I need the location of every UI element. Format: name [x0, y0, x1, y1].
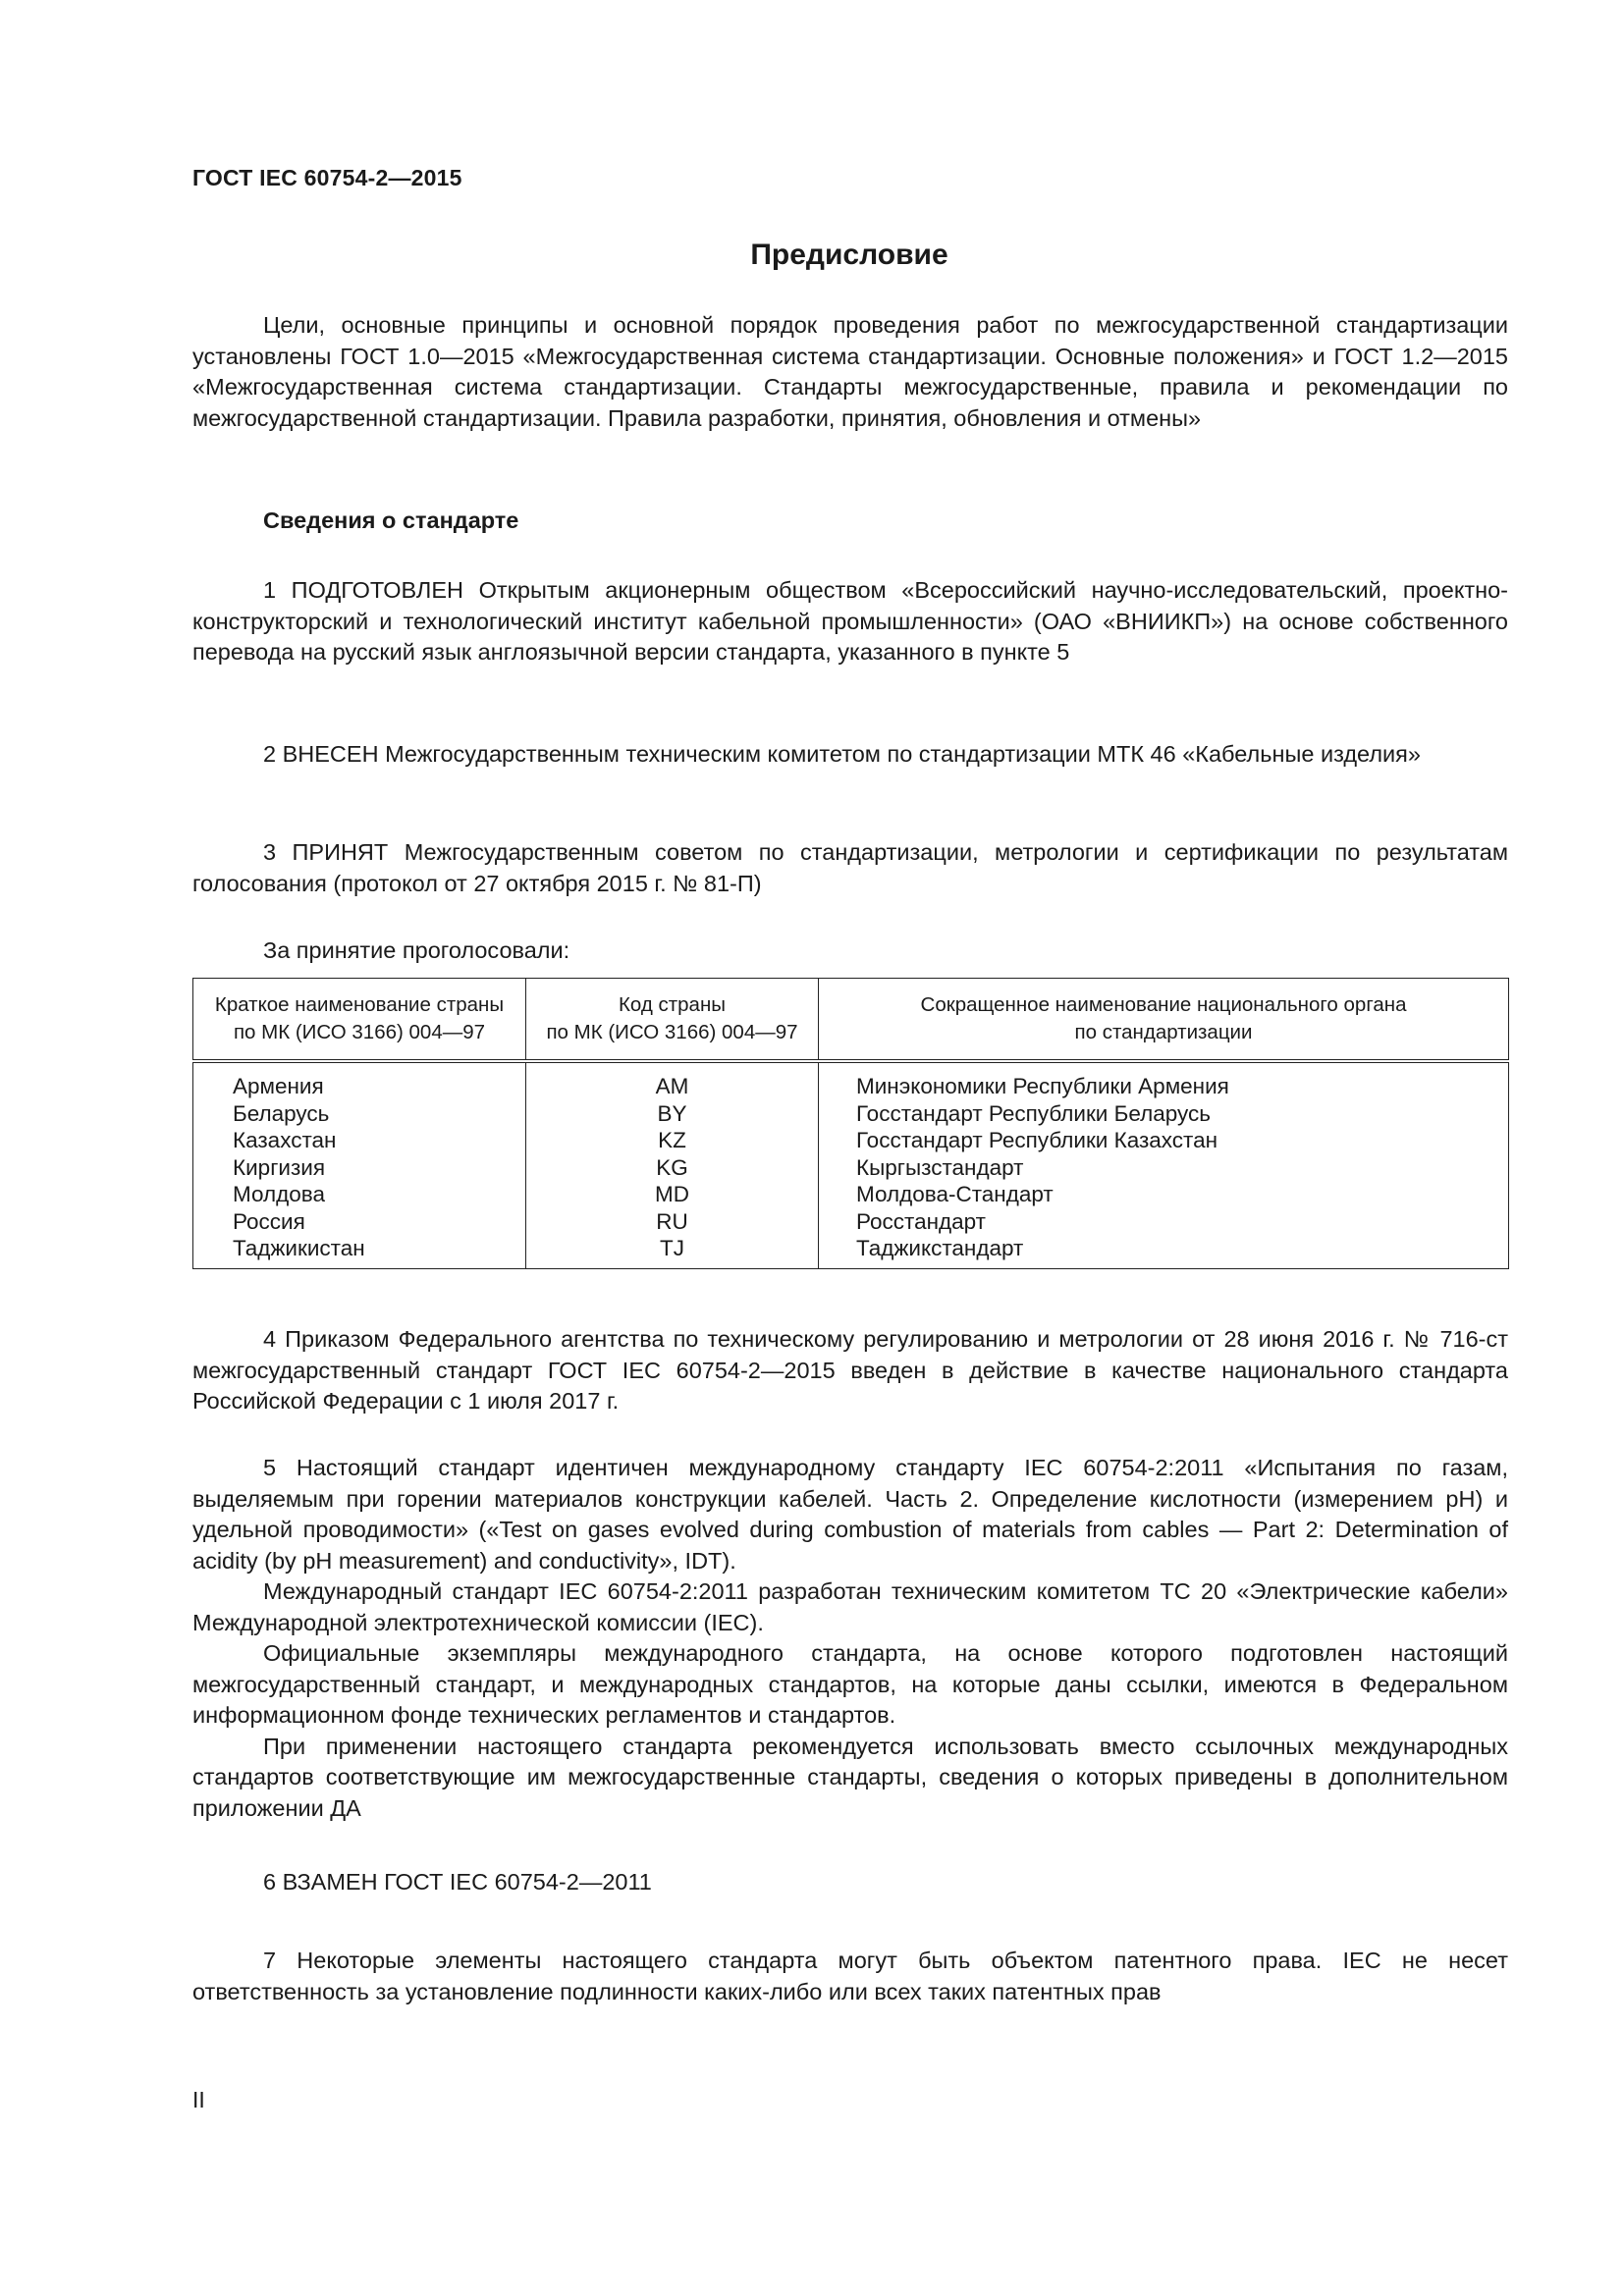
- country-code: BY: [526, 1100, 819, 1128]
- item-2-text: 2 ВНЕСЕН Межгосударственным техническим комитетом по стандартизации МТК 46 «Кабельные изделия»: [263, 741, 1421, 767]
- national-body: Госстандарт Республики Беларусь: [819, 1100, 1509, 1128]
- voting-countries-table: [192, 978, 1509, 1269]
- header-country-name: Краткое наименование страны по МК (ИСО 3166) 004—97: [193, 979, 526, 1062]
- table-row: [193, 1235, 1509, 1268]
- table-row: [193, 1061, 1509, 1100]
- table-header-row: [193, 979, 1509, 1062]
- country-code: TJ: [526, 1235, 819, 1268]
- table-row: [193, 1100, 1509, 1128]
- intro-text: Цели, основные принципы и основной порядок проведения работ по межгосударственной стандартизации установлены ГОСТ 1.0—2015 «Межгосударственная система стандартизации. Основные положения» и ГОСТ 1.2—2015 «Межгосударственная система стандартизации. Стандарты межгосударственные, правила и рекомендации по межгосударственной стандартизации. Правила разработки, принятия, обновления и отмены»: [192, 312, 1508, 431]
- table-row: [193, 1154, 1509, 1182]
- country-code: AM: [526, 1061, 819, 1100]
- item-1: [192, 575, 1508, 668]
- country-name: Беларусь: [193, 1100, 526, 1128]
- item-5-paragraph-4: При применении настоящего стандарта рекомендуется использовать вместо ссылочных международных стандартов соответствующие им межгосударственные стандарты, сведения о которых приведены в дополнительном приложении ДА: [192, 1733, 1508, 1821]
- country-code: MD: [526, 1181, 819, 1208]
- national-body: Госстандарт Республики Казахстан: [819, 1127, 1509, 1154]
- country-name: Молдова: [193, 1181, 526, 1208]
- national-body: Росстандарт: [819, 1208, 1509, 1236]
- page-number: II: [192, 2087, 205, 2112]
- table-row: [193, 1181, 1509, 1208]
- country-code: RU: [526, 1208, 819, 1236]
- country-name: Киргизия: [193, 1154, 526, 1182]
- page-title: Предисловие: [750, 239, 948, 271]
- item-4-text: 4 Приказом Федерального агентства по техническому регулированию и метрологии от 28 июня 2016 г. № 716-ст межгосударственный стандарт ГОСТ IEC 60754-2—2015 введен в действие в качестве национального стандарта Российской Федерации с 1 июля 2017 г.: [192, 1326, 1508, 1414]
- item-2: [192, 739, 1508, 771]
- item-5-paragraph-3: Официальные экземпляры международного стандарта, на основе которого подготовлен настоящий межгосударственный стандарт, и международных стандартов, на которые даны ссылки, имеются в Федеральном информационном фонде технических регламентов и стандартов.: [192, 1640, 1508, 1728]
- item-7: [192, 1946, 1508, 2007]
- table-row: [193, 1127, 1509, 1154]
- item-5-paragraph-1: 5 Настоящий стандарт идентичен международному стандарту IEC 60754-2:2011 «Испытания по газам, выделяемым при горении материалов конструкции кабелей. Часть 2. Определение кислотности (измерением pH) и удельной проводимости» («Test on gases evolved during combustion of materials from cables — Part 2: Determination of acidity (by pH measurement) and conductivity», IDT).: [192, 1455, 1508, 1574]
- header-national-body: Сокращенное наименование национального органа по стандартизации: [819, 979, 1509, 1062]
- country-code: KG: [526, 1154, 819, 1182]
- country-name: Россия: [193, 1208, 526, 1236]
- national-body: Кыргызстандарт: [819, 1154, 1509, 1182]
- item-3-text: 3 ПРИНЯТ Межгосударственным советом по стандартизации, метрологии и сертификации по результатам голосования (протокол от 27 октября 2015 г. № 81-П): [192, 839, 1508, 896]
- item-6: [192, 1867, 1508, 1898]
- section-heading: Сведения о стандарте: [263, 507, 519, 533]
- country-code: KZ: [526, 1127, 819, 1154]
- item-3: [192, 837, 1508, 899]
- item-5: [192, 1453, 1508, 1824]
- country-name: Таджикистан: [193, 1235, 526, 1268]
- intro-paragraph: [192, 310, 1508, 434]
- country-name: Казахстан: [193, 1127, 526, 1154]
- item-4: [192, 1324, 1508, 1417]
- table-row: [193, 1208, 1509, 1236]
- voted-label: За принятие проголосовали:: [263, 937, 570, 963]
- item-5-paragraph-2: Международный стандарт IEC 60754-2:2011 разработан техническим комитетом ТС 20 «Электрические кабели» Международной электротехнической комиссии (IEC).: [192, 1578, 1508, 1635]
- country-name: Армения: [193, 1061, 526, 1100]
- document-id: ГОСТ IEC 60754-2—2015: [192, 165, 462, 190]
- national-body: Минэкономики Республики Армения: [819, 1061, 1509, 1100]
- item-1-text: 1 ПОДГОТОВЛЕН Открытым акционерным обществом «Всероссийский научно-исследовательский, проектно-конструкторский и технологический институт кабельной промышленности» (ОАО «ВНИИКП») на основе собственного перевода на русский язык англоязычной версии стандарта, указанного в пункте 5: [192, 577, 1508, 665]
- item-6-text: 6 ВЗАМЕН ГОСТ IEC 60754-2—2011: [263, 1869, 652, 1895]
- header-country-code: Код страны по МК (ИСО 3166) 004—97: [526, 979, 819, 1062]
- item-7-text: 7 Некоторые элементы настоящего стандарта могут быть объектом патентного права. IEC не несет ответственность за установление подлинности каких-либо или всех таких патентных прав: [192, 1948, 1508, 2004]
- national-body: Молдова-Стандарт: [819, 1181, 1509, 1208]
- national-body: Таджикстандарт: [819, 1235, 1509, 1268]
